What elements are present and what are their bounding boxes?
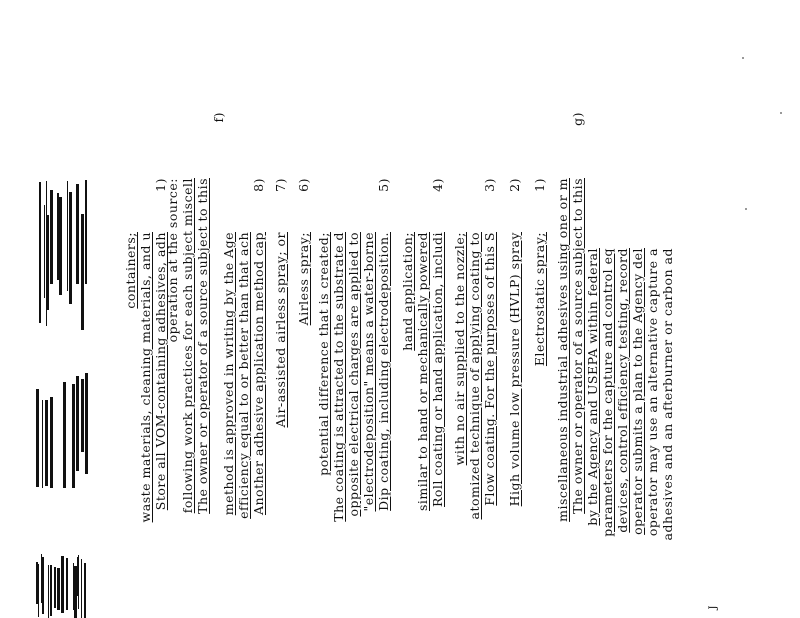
scan-bar bbox=[59, 197, 62, 295]
scan-bar bbox=[76, 376, 79, 471]
section-g-item-line: Another adhesive application method cap bbox=[251, 232, 266, 516]
section-f-item-line: Store all VOM-containing adhesives, adh bbox=[153, 232, 168, 511]
top-paragraph-line: operator may use an alternative capture a bbox=[645, 248, 660, 537]
top-paragraph-line: parameters for the capture and control eq bbox=[600, 248, 615, 537]
section-g-item-number: 2) bbox=[507, 178, 522, 192]
section-g-item-number: 5) bbox=[376, 178, 391, 192]
section-f-item-line: waste materials, cleaning materials, and u bbox=[138, 232, 153, 523]
scan-bar bbox=[67, 181, 68, 291]
section-g-item-number: 3) bbox=[482, 178, 497, 192]
scan-bar bbox=[76, 184, 79, 284]
section-g-item-line: hand application; bbox=[400, 232, 415, 351]
section-g-item-line: method is approved in writing by the Age bbox=[221, 232, 236, 516]
scan-bar bbox=[81, 559, 82, 618]
scan-bar bbox=[47, 215, 49, 310]
section-g-item-number: 6) bbox=[296, 178, 311, 192]
section-g-item-number: 7) bbox=[273, 178, 288, 192]
scan-bar bbox=[45, 400, 48, 486]
section-g-item-line: Dip coating, including electrodeposition. bbox=[376, 232, 391, 511]
scan-bar bbox=[36, 389, 39, 487]
scan-bar bbox=[50, 565, 52, 616]
scan-bar bbox=[42, 557, 44, 614]
scan-bar bbox=[72, 384, 75, 488]
scan-bar bbox=[44, 205, 45, 298]
section-g-item-line: Flow coating. For the purposes of this S bbox=[482, 232, 497, 506]
scan-bar bbox=[66, 558, 68, 610]
section-g-item-line: similar to hand or mechanically powered bbox=[415, 232, 430, 511]
section-g-item-number: 8) bbox=[251, 178, 266, 192]
scan-bar bbox=[54, 567, 56, 608]
section-f-intro-line: operation at the source: bbox=[165, 178, 180, 343]
scan-bar bbox=[85, 180, 87, 284]
top-paragraph-line: adhesives and an afterburner or carbon ad bbox=[660, 248, 675, 541]
scan-bar bbox=[61, 556, 64, 613]
section-g-item-line: The coating is attracted to the substrate d bbox=[331, 232, 346, 522]
top-paragraph-line: by the Agency and USEPA within federal bbox=[585, 248, 600, 526]
section-g-intro-line: miscellaneous industrial adhesives using one or m bbox=[555, 178, 570, 522]
scan-bar bbox=[57, 568, 60, 610]
scan-bar bbox=[50, 190, 53, 284]
scan-bar bbox=[42, 400, 43, 488]
section-g-item-line: efficiency equal to or better than that ach bbox=[236, 232, 251, 519]
section-f-item-number: 1) bbox=[153, 178, 168, 192]
section-f-intro-line: The owner or operator of a source subject to this bbox=[195, 178, 210, 514]
scan-bar bbox=[38, 564, 39, 617]
scan-bar bbox=[81, 214, 84, 330]
section-g-item-line: atomized technique of applying coating to bbox=[467, 232, 482, 520]
scan-bar bbox=[63, 382, 66, 488]
section-f-intro-line: following work practices for each subject miscell bbox=[180, 178, 195, 514]
section-g-item-line: Air-assisted airless spray; or bbox=[273, 232, 288, 428]
section-g-item-number: 1) bbox=[532, 178, 547, 192]
section-g-item-line: opposite electrical charges are applied to bbox=[346, 232, 361, 517]
section-g-item-line: Airless spray; bbox=[296, 232, 311, 326]
section-f-label: f) bbox=[211, 112, 226, 123]
section-g-label: g) bbox=[570, 112, 585, 126]
top-paragraph-line: operator submits a plan to the Agency del bbox=[630, 248, 645, 535]
scan-bar bbox=[39, 182, 41, 323]
scan-bar bbox=[50, 397, 53, 488]
scan-bar bbox=[81, 379, 84, 452]
section-g-item-line: with no air supplied to the nozzle; bbox=[452, 232, 467, 466]
scan-bar bbox=[85, 373, 88, 474]
section-g-item-line: High volume low pressure (HVLP) spray bbox=[507, 232, 522, 507]
section-g-item-number: 4) bbox=[430, 178, 445, 192]
section-g-item-line: "electrodeposition" means a water-borne bbox=[361, 232, 376, 512]
scan-bar bbox=[69, 192, 72, 304]
scan-bar bbox=[78, 555, 79, 609]
page-corner-mark: J bbox=[708, 605, 719, 610]
section-g-intro-line: The owner or operator of a source subject to this bbox=[570, 178, 585, 514]
section-g-item-line: potential difference that is created; bbox=[316, 232, 331, 476]
top-paragraph-line: devices, control efficiency testing, record bbox=[615, 248, 630, 533]
scan-bar bbox=[84, 563, 86, 618]
section-g-item-line: Roll coating or hand application, includi bbox=[430, 232, 445, 507]
scan-bar bbox=[48, 565, 49, 618]
section-g-item-line: Electrostatic spray; bbox=[532, 232, 547, 367]
section-f-item-line: containers; bbox=[123, 232, 138, 309]
